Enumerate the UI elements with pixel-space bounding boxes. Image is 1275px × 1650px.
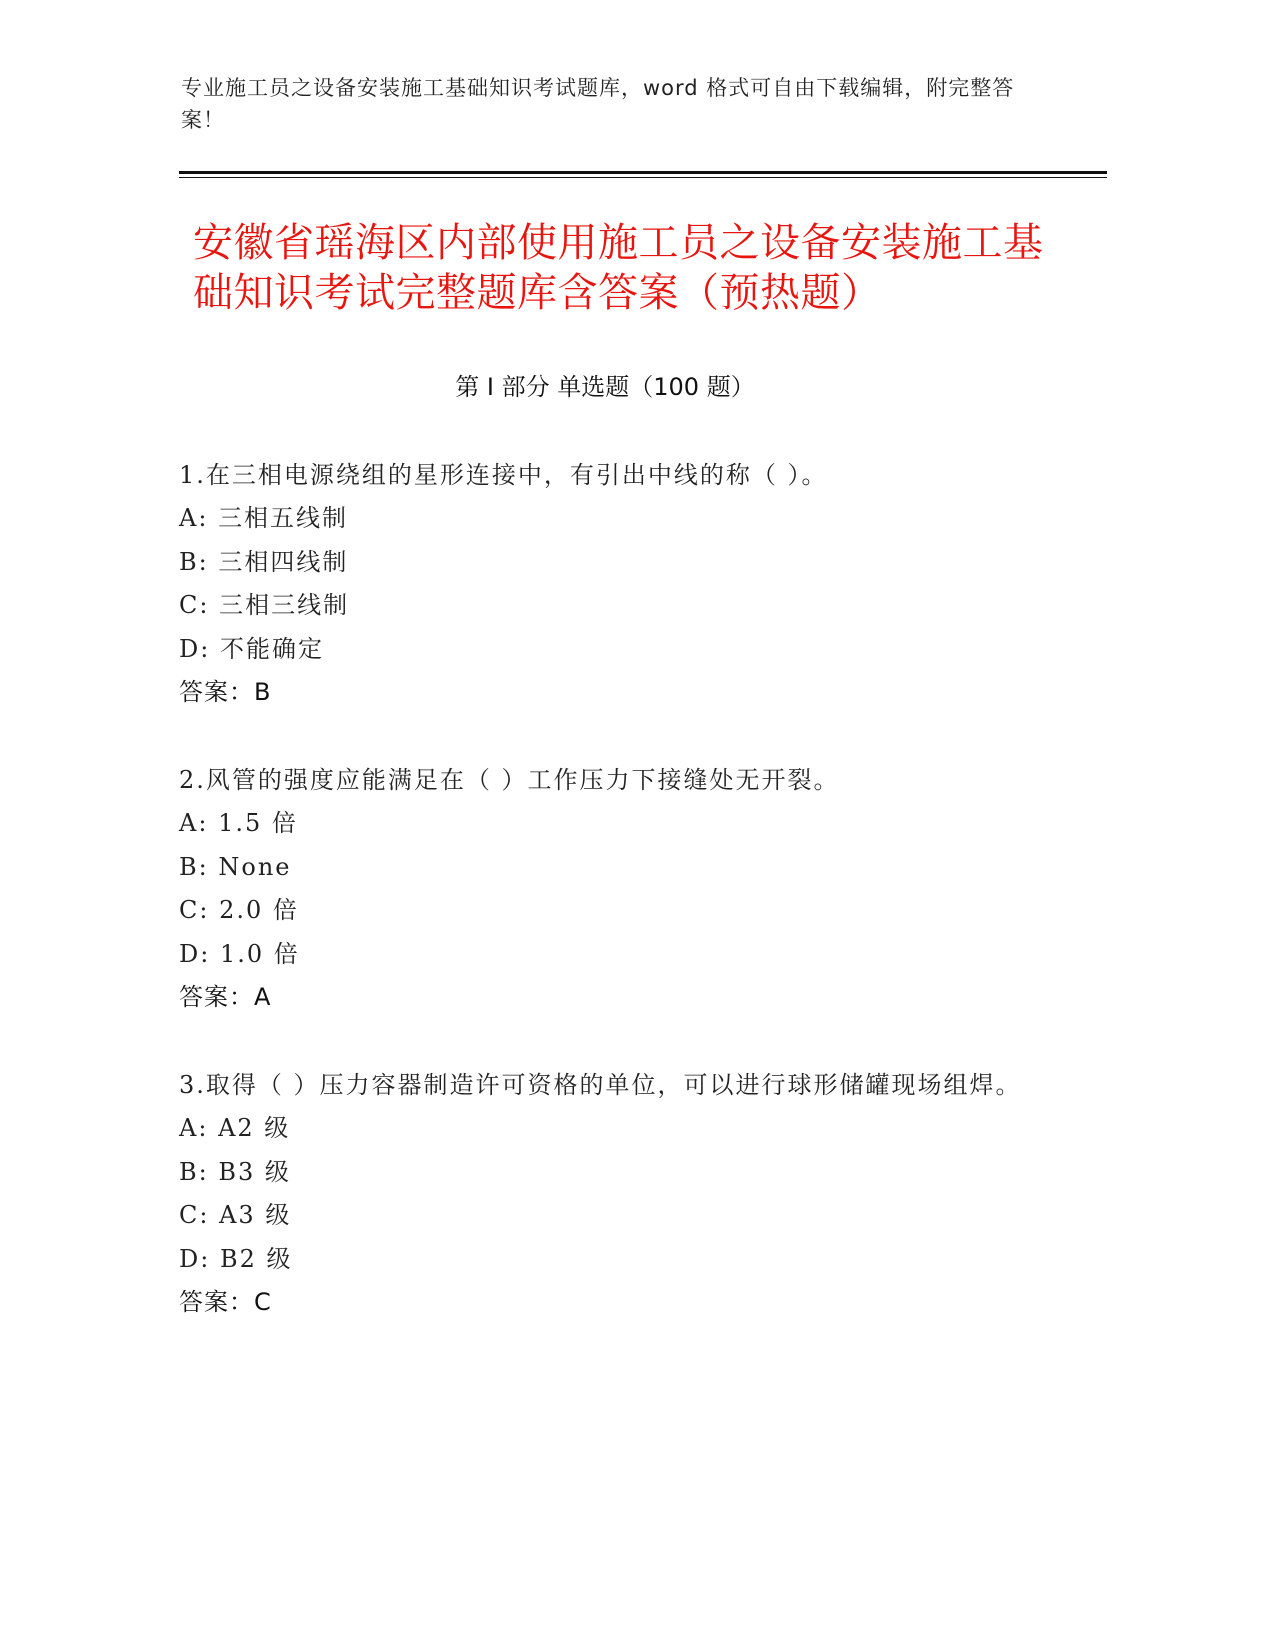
header-divider-thin bbox=[179, 177, 1107, 178]
option-text: 不能确定 bbox=[219, 634, 324, 663]
option-a bbox=[179, 802, 1039, 846]
option-a bbox=[179, 1107, 1039, 1151]
answer: 答案：C bbox=[179, 1288, 272, 1316]
option-text: B3 级 bbox=[218, 1157, 291, 1186]
option-text: A2 级 bbox=[218, 1114, 291, 1142]
question-stem: 2.风管的强度应能满足在（ ）工作压力下接缝处无开裂。 bbox=[179, 766, 840, 794]
option-text: 三相五线制 bbox=[218, 504, 349, 532]
option-letter: D: bbox=[179, 1244, 211, 1273]
option-text: 三相三线制 bbox=[219, 591, 350, 619]
option-letter: D: bbox=[179, 634, 211, 663]
option-letter: C: bbox=[179, 1201, 210, 1229]
option-letter: A: bbox=[179, 809, 209, 837]
header-note: 专业施工员之设备安装施工基础知识考试题库，word 格式可自由下载编辑，附完整答案！ bbox=[181, 76, 1015, 132]
option-text: None bbox=[218, 852, 292, 881]
option-letter: B: bbox=[179, 1157, 209, 1186]
document-title: 安徽省瑶海区内部使用施工员之设备安装施工基础知识考试完整题库含答案（预热题） bbox=[193, 220, 1044, 316]
answer: 答案：A bbox=[179, 983, 272, 1011]
option-c bbox=[179, 889, 1039, 933]
question-stem: 1.在三相电源绕组的星形连接中，有引出中线的称（ ）。 bbox=[179, 461, 828, 489]
option-letter: C: bbox=[179, 591, 210, 619]
option-a bbox=[179, 497, 1039, 541]
option-text: B2 级 bbox=[219, 1244, 293, 1273]
option-c bbox=[179, 584, 1039, 628]
option-text: 1.0 倍 bbox=[219, 939, 300, 968]
option-text: 2.0 倍 bbox=[219, 896, 299, 924]
option-letter: C: bbox=[179, 896, 210, 924]
option-letter: D: bbox=[179, 939, 211, 968]
question-1 bbox=[179, 454, 1039, 715]
option-letter: A: bbox=[179, 504, 209, 532]
option-text: A3 级 bbox=[219, 1201, 292, 1229]
question-3 bbox=[179, 1064, 1039, 1325]
option-b bbox=[179, 541, 1039, 585]
option-b bbox=[179, 846, 1039, 890]
question-stem: 3.取得（ ）压力容器制造许可资格的单位，可以进行球形储罐现场组焊。 bbox=[179, 1071, 1022, 1099]
option-letter: B: bbox=[179, 852, 209, 881]
option-text: 三相四线制 bbox=[218, 547, 349, 576]
option-letter: B: bbox=[179, 547, 209, 576]
answer: 答案：B bbox=[179, 678, 272, 706]
option-letter: A: bbox=[179, 1114, 209, 1142]
header-divider-thick bbox=[179, 171, 1107, 174]
option-c bbox=[179, 1194, 1039, 1238]
option-text: 1.5 倍 bbox=[218, 809, 298, 837]
option-d bbox=[179, 1238, 1039, 1282]
option-d bbox=[179, 933, 1039, 977]
section-title: 第 I 部分 单选题（100 题） bbox=[455, 373, 755, 401]
option-d bbox=[179, 628, 1039, 672]
option-b bbox=[179, 1151, 1039, 1195]
question-2 bbox=[179, 759, 1039, 1020]
